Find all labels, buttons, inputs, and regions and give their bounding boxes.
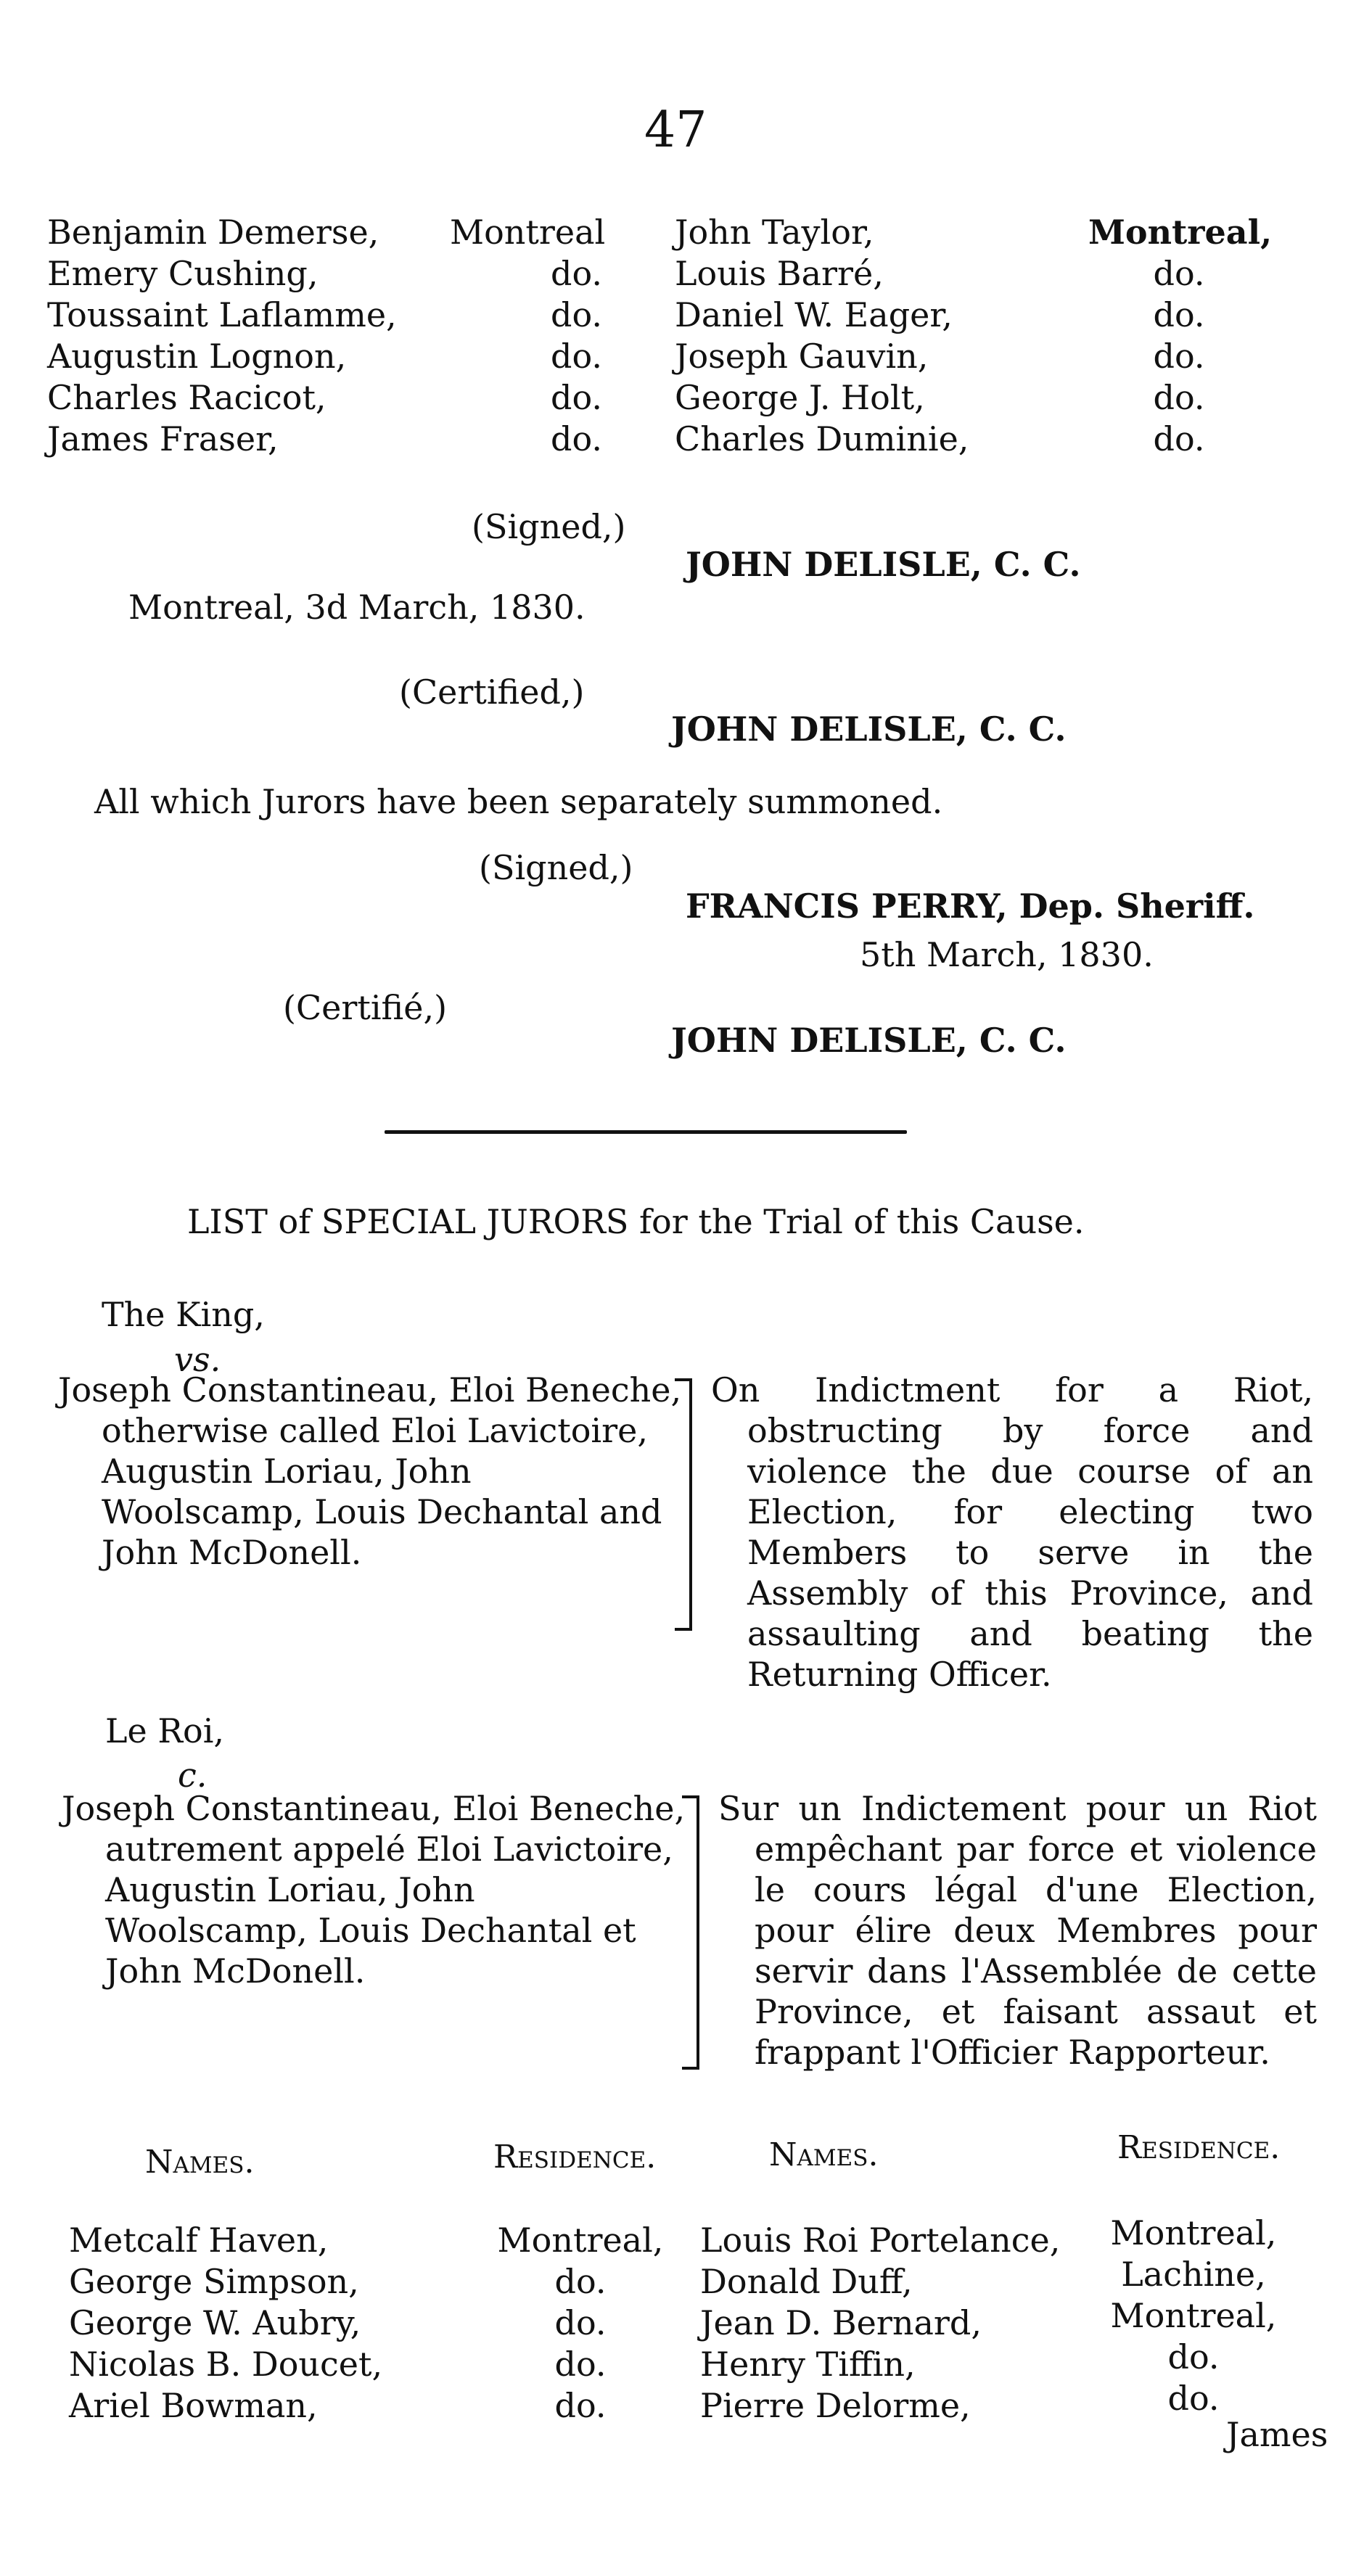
list-item: Montreal, [1110, 2213, 1277, 2252]
list-item: do. [1153, 295, 1205, 334]
special-jurors-title: LIST of SPECIAL JURORS for the Trial of this Cause. [187, 1202, 1085, 1241]
list-item: do. [551, 378, 602, 417]
list-item: Emery Cushing, [47, 254, 319, 293]
clerk-signature: JOHN DELISLE, C. C. [671, 1021, 1067, 1060]
list-item: do. [551, 295, 602, 334]
jurors-left-residence [450, 212, 606, 460]
header-names: Names. [145, 2144, 255, 2181]
charge-en: On Indictment for a Riot, obstructing by force and violence the due course of an Election, for electing two Members to serve in the Assembly of this Province, and assaulting and beating the Returning Officer. [711, 1370, 1313, 1694]
versus-en: vs. [174, 1340, 221, 1379]
list-item: Nicolas B. Doucet, [69, 2345, 383, 2384]
signed-label: (Signed,) [472, 507, 626, 546]
list-item: do. [551, 419, 602, 458]
clerk-signature: JOHN DELISLE, C. C. [671, 709, 1067, 749]
list-item: John Taylor, [675, 213, 874, 252]
list-item: do. [1153, 337, 1205, 376]
list-item: Jean D. Bernard, [700, 2303, 982, 2342]
certifie-label: (Certifié,) [283, 988, 448, 1027]
list-item: Montreal [450, 213, 606, 252]
place-date: Montreal, 3d March, 1830. [128, 588, 586, 627]
list-item: Louis Barré, [675, 254, 884, 293]
list-item: do. [1167, 2379, 1220, 2418]
plaintiff-fr: Le Roi, [105, 1711, 225, 1750]
list-item: Daniel W. Eager, [675, 295, 953, 334]
list-item: do. [554, 2386, 607, 2425]
list-item: Montreal, [1110, 2296, 1277, 2335]
special-right-residence [1103, 2213, 1284, 2419]
list-item: do. [1153, 254, 1205, 293]
list-item: Donald Duff, [700, 2262, 913, 2301]
list-item: do. [1153, 378, 1205, 417]
brace [675, 1378, 692, 1631]
jurors-right-names [675, 212, 969, 460]
list-item: Charles Duminie, [675, 419, 969, 458]
defendants-fr: Joseph Constantineau, Eloi Beneche, autrement appelé Eloi Lavictoire, Augustin Loriau, John Woolscamp, Louis Dechantal et John McDonell. [62, 1789, 686, 1991]
summoned-statement: All which Jurors have been separately summoned. [94, 782, 943, 821]
list-item: Ariel Bowman, [69, 2386, 318, 2425]
list-item: Augustin Lognon, [47, 337, 347, 376]
sheriff-date: 5th March, 1830. [860, 935, 1154, 974]
header-residence: Residence. [1117, 2129, 1281, 2166]
list-item: do. [1153, 419, 1205, 458]
sheriff-signature: FRANCIS PERRY, Dep. Sheriff. [686, 886, 1255, 926]
defendants-en: Joseph Constantineau, Eloi Beneche, otherwise called Eloi Lavictoire, Augustin Loriau, John Woolscamp, Louis Dechantal and John McDonell. [58, 1370, 682, 1572]
versus-fr: c. [178, 1756, 208, 1795]
clerk-signature: JOHN DELISLE, C. C. [686, 545, 1081, 584]
list-item: do. [554, 2345, 607, 2384]
special-left-names [69, 2220, 382, 2427]
list-item: do. [554, 2303, 607, 2342]
section-divider [385, 1130, 907, 1134]
brace [682, 1795, 699, 2070]
charge-fr: Sur un Indictement pour un Riot empêchant par force et violence le cours légal d'une Election, pour élire deux Membres pour servir dans l'Assemblée de cette Province, et faisant assaut et frappant l'Officier Rapporteur. [718, 1789, 1317, 2072]
list-item: Montreal, [497, 2221, 664, 2260]
list-item: Charles Racicot, [47, 378, 326, 417]
list-item: Toussaint Laflamme, [47, 295, 397, 334]
list-item: Louis Roi Portelance, [700, 2221, 1061, 2260]
special-left-residence [493, 2220, 667, 2427]
list-item: James Fraser, [47, 419, 279, 458]
list-item: George J. Holt, [675, 378, 925, 417]
list-item: Metcalf Haven, [69, 2221, 329, 2260]
list-item: do. [1167, 2337, 1220, 2377]
list-item: George Simpson, [69, 2262, 359, 2301]
jurors-left-names [47, 212, 397, 460]
plaintiff-en: The King, [102, 1295, 265, 1334]
list-item: Pierre Delorme, [700, 2386, 971, 2425]
header-names: Names. [769, 2136, 879, 2173]
catchword: James [1226, 2415, 1328, 2454]
list-item: Lachine, [1121, 2255, 1266, 2294]
page-number: 47 [644, 102, 707, 159]
special-right-names [700, 2220, 1060, 2427]
list-item: do. [551, 254, 602, 293]
list-item: Benjamin Demerse, [47, 213, 379, 252]
list-item: George W. Aubry, [69, 2303, 361, 2342]
header-residence: Residence. [493, 2139, 657, 2176]
jurors-right-residence [1088, 212, 1273, 460]
list-item: Joseph Gauvin, [675, 337, 929, 376]
list-item: do. [554, 2262, 607, 2301]
list-item: do. [551, 337, 602, 376]
signed-label: (Signed,) [479, 848, 633, 887]
certified-label: (Certified,) [399, 672, 585, 712]
list-item: Henry Tiffin, [700, 2345, 916, 2384]
list-item: Montreal, [1088, 213, 1273, 252]
